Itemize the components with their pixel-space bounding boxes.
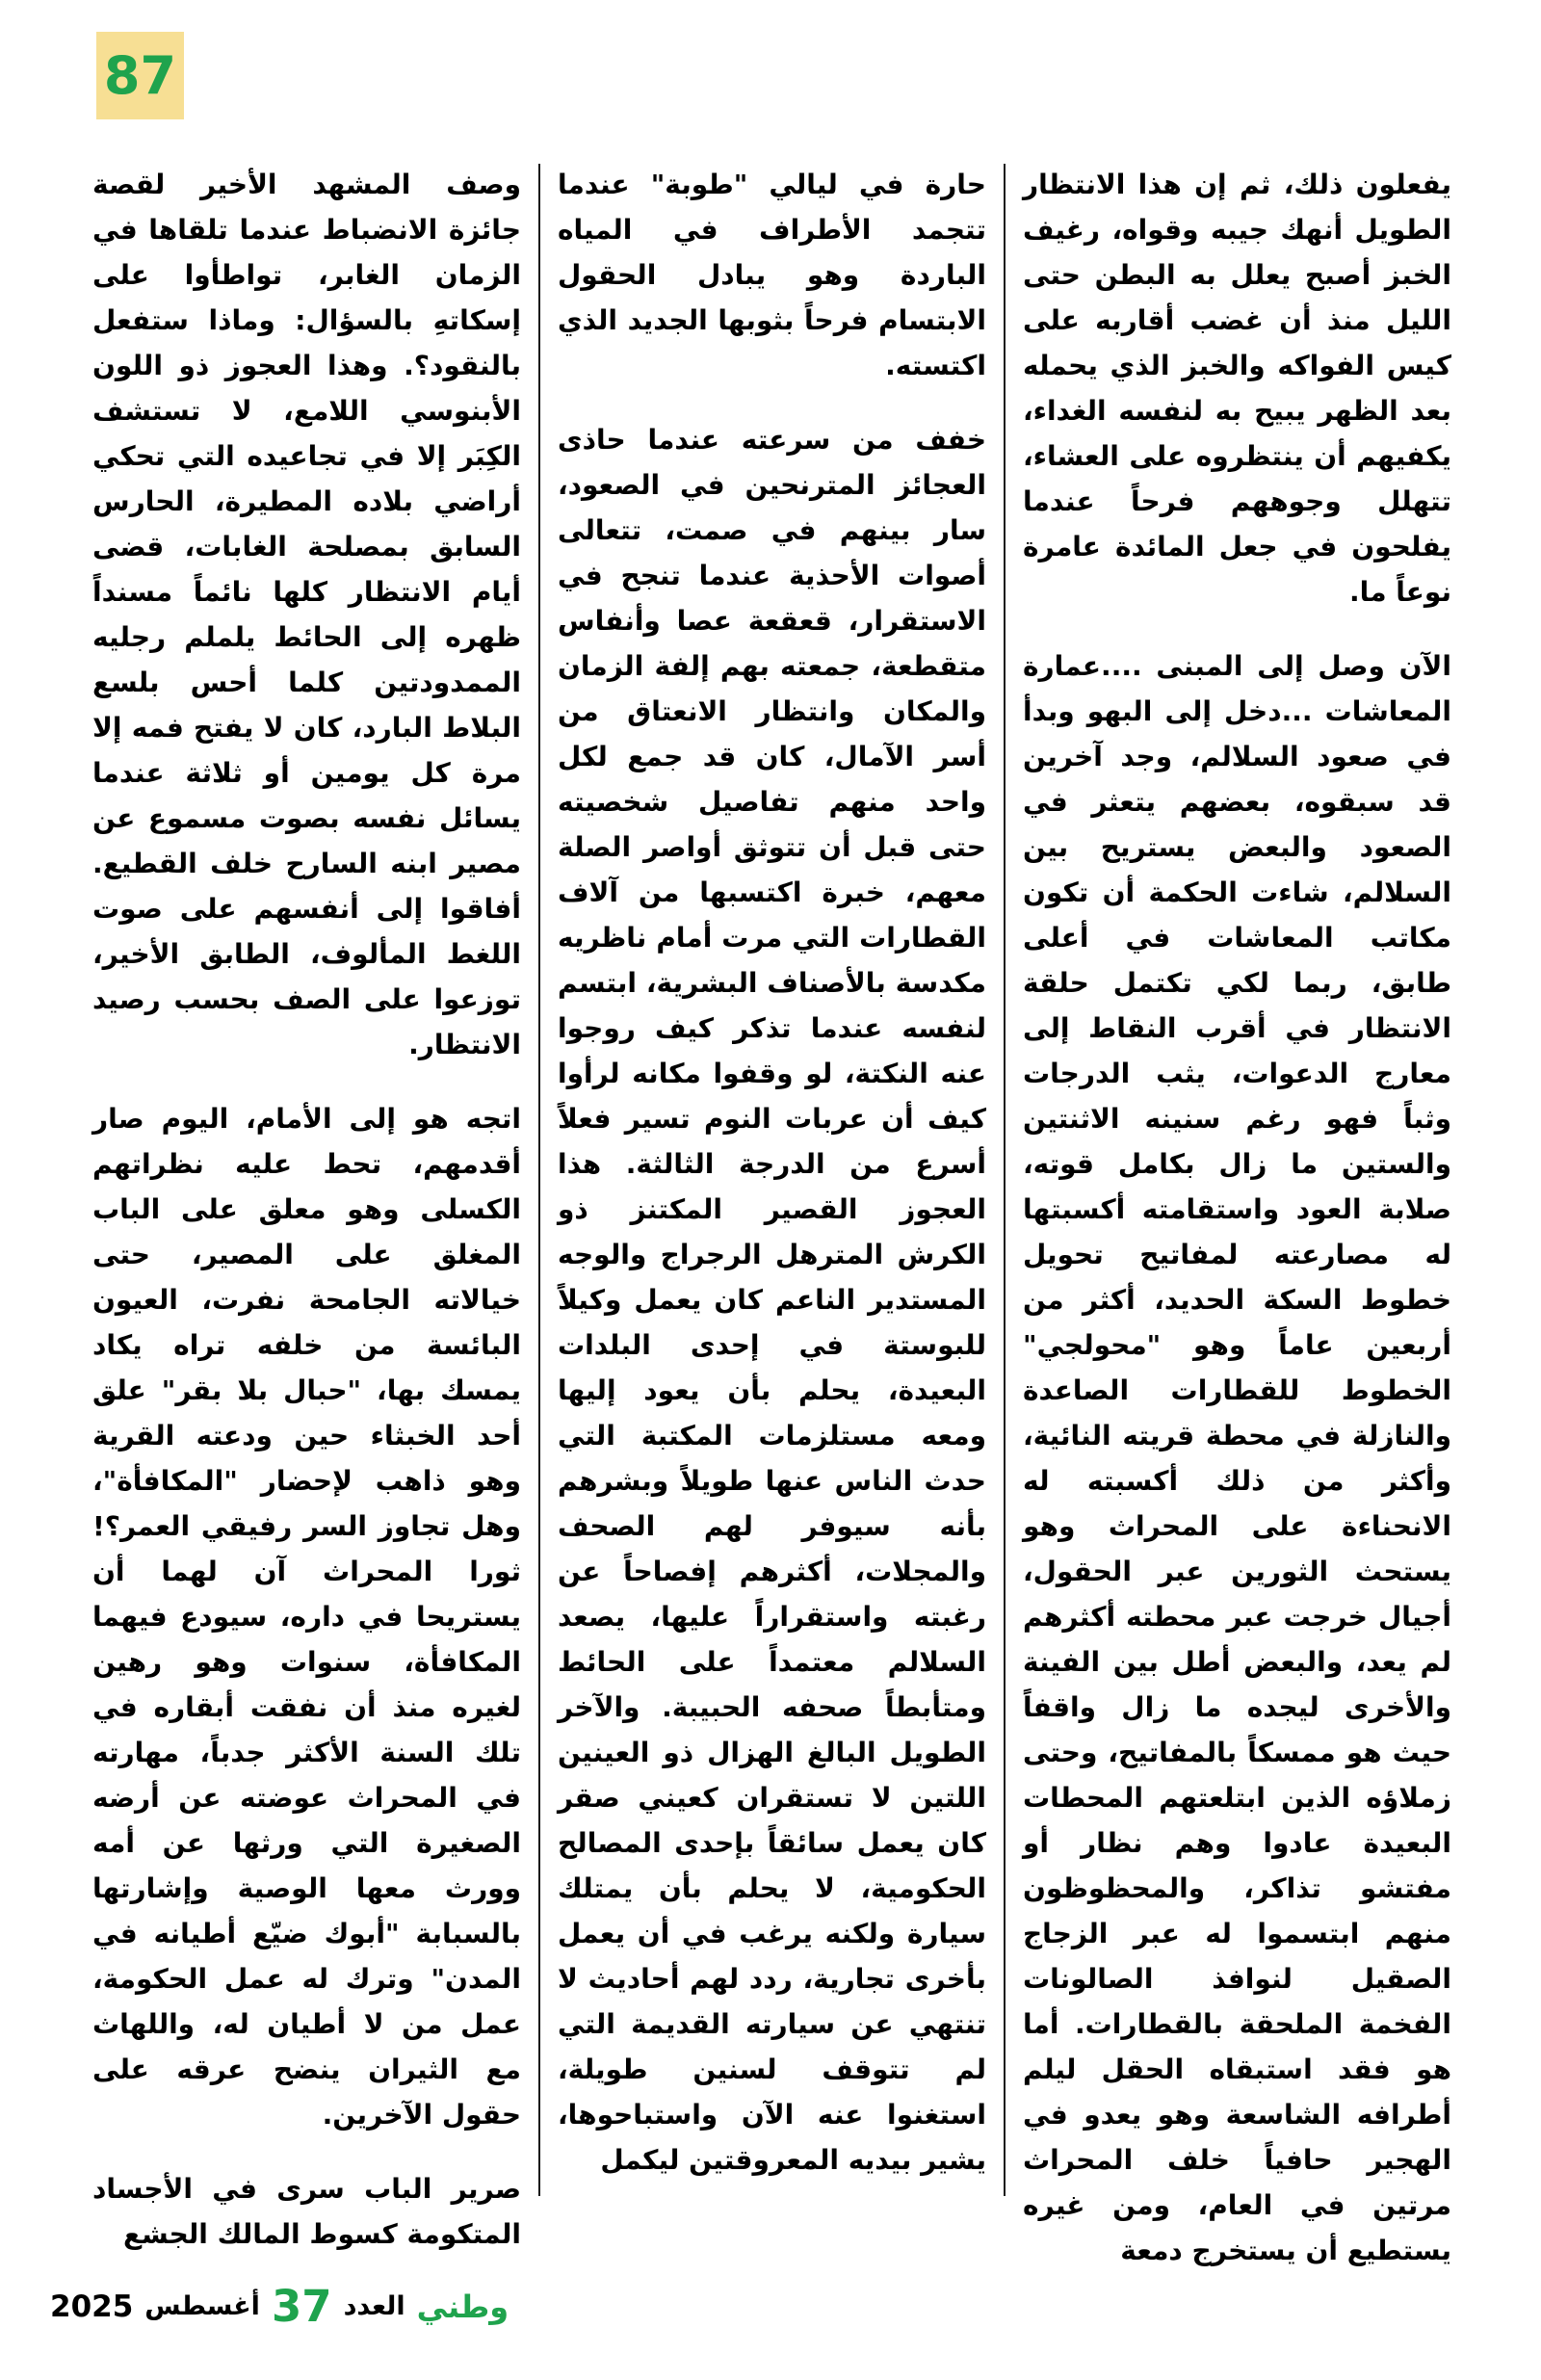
article-column-left [92, 162, 521, 2273]
issue-number: 37 [271, 2281, 332, 2332]
page-number: 87 [103, 45, 177, 106]
paragraph: يفعلون ذلك، ثم إن هذا الانتظار الطويل أنهك جيبه وقواه، رغيف الخبز أصبح يعلل به البطن حتى الليل منذ أن غضب أقاربه على كيس الفواكه والخبز الذي يحمله بعد الظهر يبيح به لنفسه الغداء، يكفيهم أن ينتظروه على العشاء، تتهلل وجوههم فرحاً عندما يفلحون في جعل المائدة عامرة نوعاً ما. [1023, 169, 1451, 608]
column-divider [1004, 164, 1006, 2196]
issue-month: أغسطس [144, 2291, 260, 2321]
page-number-badge [96, 32, 184, 119]
paragraph: وصف المشهد الأخير لقصة جائزة الانضباط عندما تلقاها في الزمان الغابر، تواطأوا على إسكاتهِ بالسؤال: وماذا ستفعل بالنقود؟. وهذا العجوز ذو اللون الأبنوسي اللامع، لا تستشف الكِبَر إلا في تجاعيده التي تحكي أراضي بلاده المطيرة، الحارس السابق بمصلحة الغابات، قضى أيام الانتظار كلها نائماً مسنداً ظهره إلى الحائط يلملم رجليه الممدودتين كلما أحس بلسع البلاط البارد، كان لا يفتح فمه إلا مرة كل يومين أو ثلاثة عندما يسائل نفسه بصوت مسموع عن مصير ابنه السارح خلف القطيع. أفاقوا إلى أنفسهم على صوت اللغط المألوف، الطابق الأخير، توزعوا على الصف بحسب رصيد الانتظار. [92, 169, 521, 1060]
issue-year: 2025 [50, 2288, 134, 2324]
column-divider [538, 164, 540, 2196]
paragraph: خفف من سرعته عندما حاذى العجائز المترنحين في الصعود، سار بينهم في صمت، تتعالى أصوات الأحذية عندما تنجح في الاستقرار، قعقعة عصا وأنفاس متقطعة، جمعته بهم إلفة الزمان والمكان وانتظار الانعتاق من أسر الآمال، كان قد جمع لكل واحد منهم تفاصيل شخصيته حتى قبل أن تتوثق أواصر الصلة معهم، خبرة اكتسبها من آلاف القطارات التي مرت أمام ناظريه مكدسة بالأصناف البشرية، ابتسم لنفسه عندما تذكر كيف روجوا عنه النكتة، لو وقفوا مكانه لرأوا كيف أن عربات النوم تسير فعلاً أسرع من الدرجة الثالثة. هذا العجوز القصير المكتنز ذو الكرش المترهل الرجراج والوجه المستدير الناعم كان يعمل وكيلاً للبوستة في إحدى البلدات البعيدة، يحلم بأن يعود إليها ومعه مستلزمات المكتبة التي حدث الناس عنها طويلاً وبشرهم بأنه سيوفر لهم الصحف والمجلات، أكثرهم إفصاحاً عن رغبته واستقراراً عليها، يصعد السلالم معتمداً على الحائط ومتأبطاً صحفه الحبيبة. والآخر الطويل البالغ الهزال ذو العينين اللتين لا تستقران كعيني صقر كان يعمل سائقاً بإحدى المصالح الحكومية، لا يحلم بأن يمتلك سيارة ولكنه يرغب في أن يعمل بأخرى تجارية، ردد لهم أحاديث لا تنتهي عن سيارته القديمة التي لم تتوقف لسنين طويلة، استغنوا عنه الآن واستباحوها، يشير بيديه المعروقتين ليكمل [558, 424, 986, 2176]
page-footer [50, 2281, 509, 2332]
article-column-right [1023, 162, 1451, 2273]
paragraph: الآن وصل إلى المبنى ....عمارة المعاشات ...دخل إلى البهو وبدأ في صعود السلالم، وجد آخرين قد سبقوه، بعضهم يتعثر في الصعود والبعض يستريح بين السلالم، شاءت الحكمة أن تكون مكاتب المعاشات في أعلى طابق، ربما لكي تكتمل حلقة الانتظار في أقرب النقاط إلى معارج الدعوات، يثب الدرجات وثباً فهو رغم سنينه الاثنتين والستين ما زال بكامل قوته، صلابة العود واستقامته أكسبتها له مصارعته لمفاتيح تحويل خطوط السكة الحديد، أكثر من أربعين عاماً وهو "محولجي" الخطوط للقطارات الصاعدة والنازلة في محطة قريته النائية، وأكثر من ذلك أكسبته له الانحناءة على المحراث وهو يستحث الثورين عبر الحقول، أجيال خرجت عبر محطته أكثرهم لم يعد، والبعض أطل بين الفينة والأخرى ليجده ما زال واقفاً حيث هو ممسكاً بالمفاتيح، وحتى زملاؤه الذين ابتلعتهم المحطات البعيدة عادوا وهم نظار أو مفتشو تذاكر، والمحظوظون منهم ابتسموا له عبر الزجاج الصقيل لنوافذ الصالونات الفخمة الملحقة بالقطارات. أما هو فقد استبقاه الحقل ليلم أطرافه الشاسعة وهو يعدو في الهجير حافياً خلف المحراث مرتين في العام، ومن غيره يستطيع أن يستخرج دمعة [1023, 650, 1451, 2266]
article-column-middle [558, 162, 986, 2273]
paragraph: صرير الباب سرى في الأجساد المتكومة كسوط المالك الجشع [92, 2173, 521, 2250]
paragraph: حارة في ليالي "طوبة" عندما تتجمد الأطراف في المياه الباردة وهو يبادل الحقول الابتسام فرحاً بثوبها الجديد الذي اكتسته. [558, 169, 986, 381]
paragraph: اتجه هو إلى الأمام، اليوم صار أقدمهم، تحط عليه نظراتهم الكسلى وهو معلق على الباب المغلق على المصير، حتى خيالاته الجامحة نفرت، العيون البائسة من خلفه تراه يكاد يمسك بها، "حبال بلا بقر" علق أحد الخبثاء حين ودعته القرية وهو ذاهب لإحضار "المكافأة"، وهل تجاوز السر رفيقي العمر؟! ثورا المحراث آن لهما أن يستريحا في داره، سيودع فيهما المكافأة، سنوات وهو رهين لغيره منذ أن نفقت أبقاره في تلك السنة الأكثر جدباً، مهارته في المحراث عوضته عن أرضه الصغيرة التي ورثها عن أمه وورث معها الوصية وإشارتها بالسبابة "أبوك ضيّع أطيانه في المدن" وترك له عمل الحكومة، عمل من لا أطيان له، واللهاث مع الثيران ينضح عرقه على حقول الآخرين. [92, 1103, 521, 2131]
magazine-name: وطني [416, 2288, 509, 2325]
issue-label: العدد [343, 2291, 405, 2321]
article-columns [90, 162, 1451, 2273]
